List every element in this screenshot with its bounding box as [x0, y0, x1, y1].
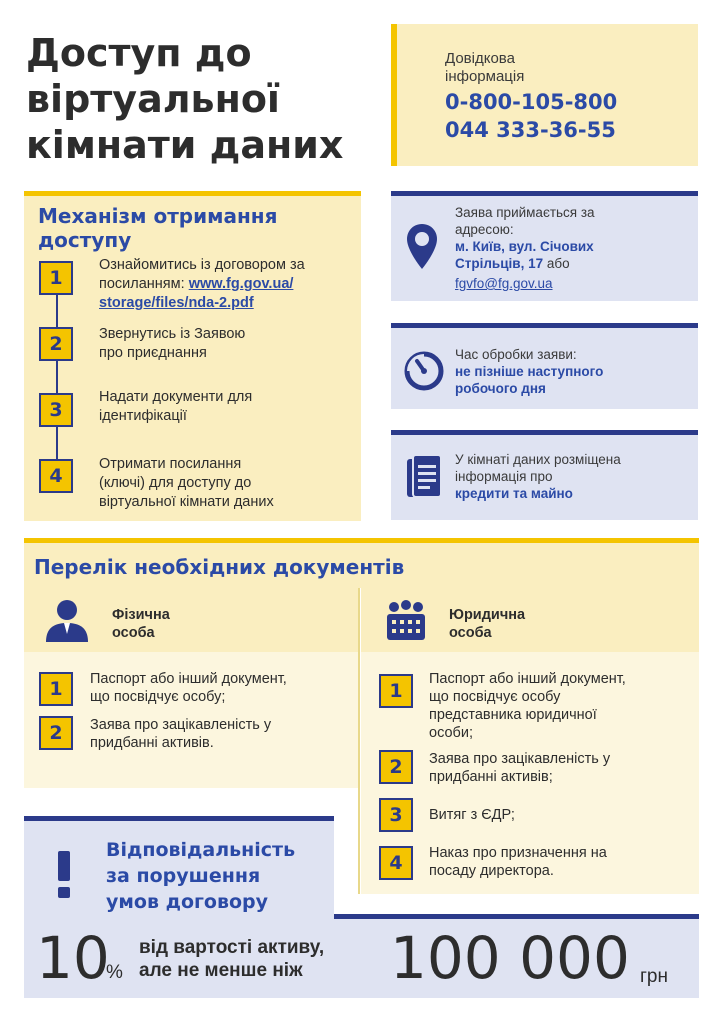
person-icon — [44, 598, 90, 642]
penalty-description-line: але не менше ніж — [139, 960, 303, 981]
doc-number: 2 — [39, 716, 73, 750]
doc-item-line: що посвідчує особу — [429, 689, 561, 705]
title-line: віртуальної — [26, 77, 280, 121]
mechanism-panel — [24, 191, 361, 521]
nda-link[interactable]: www.fg.gov.ua/ — [188, 276, 294, 292]
doc-item — [429, 670, 626, 742]
percent-sign: % — [106, 962, 123, 983]
steps-connector — [56, 276, 58, 476]
address-line: Заява приймається за — [455, 205, 595, 220]
penalty-accent-line — [334, 914, 699, 919]
phone-number[interactable]: 044 333-36-55 — [445, 118, 616, 142]
doc-item — [429, 806, 515, 824]
responsibility-panel — [24, 816, 334, 914]
address-card — [391, 191, 698, 301]
legal-entity-label-line: Юридична — [449, 607, 526, 623]
step-number: 1 — [39, 261, 73, 295]
legal-entity-list — [361, 652, 699, 894]
legal-entity-label — [449, 606, 525, 642]
processing-time-text — [455, 346, 603, 397]
penalty-amount: 100 000 — [390, 924, 630, 992]
doc-item-line: Витяг з ЄДР; — [429, 807, 515, 823]
responsibility-title-line: за порушення — [106, 865, 261, 887]
doc-number: 1 — [39, 672, 73, 706]
address-line: адресою: — [455, 222, 514, 237]
doc-number: 1 — [379, 674, 413, 708]
step-line: Отримати посилання — [99, 456, 242, 472]
individual-label-line: Фізична — [112, 607, 170, 623]
doc-item — [90, 716, 271, 752]
processing-time-card — [391, 323, 698, 409]
individual-list — [24, 652, 358, 788]
processing-time-line: робочого дня — [455, 381, 546, 396]
document-icon — [405, 453, 445, 503]
mechanism-title-line: доступу — [38, 228, 132, 252]
individual-label — [112, 606, 170, 642]
step-number: 2 — [39, 327, 73, 361]
penalty-description — [139, 936, 324, 982]
processing-time-line: Час обробки заяви: — [455, 347, 577, 362]
doc-item — [90, 670, 287, 706]
doc-item-line: Паспорт або інший документ, — [90, 671, 287, 687]
mechanism-title-line: Механізм отримання — [38, 204, 278, 228]
step-line-prefix: посиланням: — [99, 276, 189, 292]
doc-item-line: придбанні активів. — [90, 735, 214, 751]
timer-icon — [403, 350, 445, 392]
doc-item — [429, 750, 610, 786]
address-line — [455, 255, 595, 272]
title-line: кімнати даних — [26, 123, 344, 167]
individual-label-line: особа — [112, 625, 155, 641]
location-pin-icon — [405, 222, 439, 272]
step-number: 4 — [39, 459, 73, 493]
doc-item-line: придбанні активів; — [429, 769, 553, 785]
phone-number[interactable]: 0-800-105-800 — [445, 90, 618, 114]
column-divider — [358, 588, 360, 894]
email-link[interactable]: fgvfo@fg.gov.ua — [455, 276, 553, 291]
nda-link[interactable]: storage/files/nda-2.pdf — [99, 295, 254, 311]
currency-label: грн — [640, 966, 668, 987]
step-line — [99, 275, 349, 294]
step-text — [99, 388, 349, 426]
doc-item-line: що посвідчує особу; — [90, 689, 226, 705]
step-text — [99, 256, 349, 313]
doc-number: 3 — [379, 798, 413, 832]
doc-item-line: особи; — [429, 725, 473, 741]
individual-header — [24, 588, 358, 652]
help-label — [445, 50, 524, 86]
help-box — [391, 24, 698, 166]
address-line: м. Київ, вул. Січових — [455, 239, 594, 254]
individual-column — [24, 588, 358, 788]
doc-number: 4 — [379, 846, 413, 880]
doc-item-line: Заява про зацікавленість у — [90, 717, 272, 733]
page-title — [26, 30, 386, 168]
data-info-line: інформація про — [455, 469, 553, 484]
step-line: Ознайомитись із договором за — [99, 257, 305, 273]
documents-header — [24, 538, 699, 588]
doc-item-line: Паспорт або інший документ, — [429, 671, 626, 687]
address-suffix: або — [543, 256, 570, 271]
address-text — [455, 204, 595, 292]
responsibility-title — [106, 837, 295, 915]
penalty-description-line: від вартості активу, — [139, 937, 325, 958]
responsibility-title-line: умов договору — [106, 891, 269, 913]
data-info-line: У кімнаті даних розміщена — [455, 452, 621, 467]
penalty-percent: 10 — [36, 924, 110, 992]
doc-item-line: представника юридичної — [429, 707, 597, 723]
step-line: Надати документи для — [99, 389, 253, 405]
doc-number: 2 — [379, 750, 413, 784]
step-text — [99, 325, 349, 363]
company-icon — [383, 598, 429, 642]
mechanism-title — [38, 204, 277, 252]
step-line: Звернутись із Заявою — [99, 326, 246, 342]
step-line: віртуальної кімнати даних — [99, 494, 274, 510]
data-info-text — [455, 451, 621, 502]
step-line: (ключі) для доступу до — [99, 475, 252, 491]
doc-item-line: Заява про зацікавленість у — [429, 751, 611, 767]
legal-entity-column — [361, 588, 699, 894]
responsibility-title-line: Відповідальність — [106, 839, 296, 861]
doc-item-line: Наказ про призначення на — [429, 845, 607, 861]
exclamation-icon — [56, 851, 72, 899]
data-info-card — [391, 430, 698, 520]
address-line: Стрільців, 17 — [455, 256, 544, 271]
step-text — [99, 455, 349, 512]
processing-time-line: не пізніше наступного — [455, 364, 604, 379]
help-label-line: інформація — [445, 68, 525, 85]
title-line: Доступ до — [26, 31, 252, 75]
help-label-line: Довідкова — [445, 50, 515, 67]
documents-title: Перелік необхідних документів — [34, 555, 405, 579]
doc-item-line: посаду директора. — [429, 863, 554, 879]
step-number: 3 — [39, 393, 73, 427]
legal-entity-header — [361, 588, 699, 652]
step-line: про приєднання — [99, 345, 207, 361]
doc-item — [429, 844, 607, 880]
penalty-bar — [24, 914, 699, 998]
data-info-line: кредити та майно — [455, 486, 573, 501]
step-line: ідентифікації — [99, 408, 187, 424]
legal-entity-label-line: особа — [449, 625, 492, 641]
